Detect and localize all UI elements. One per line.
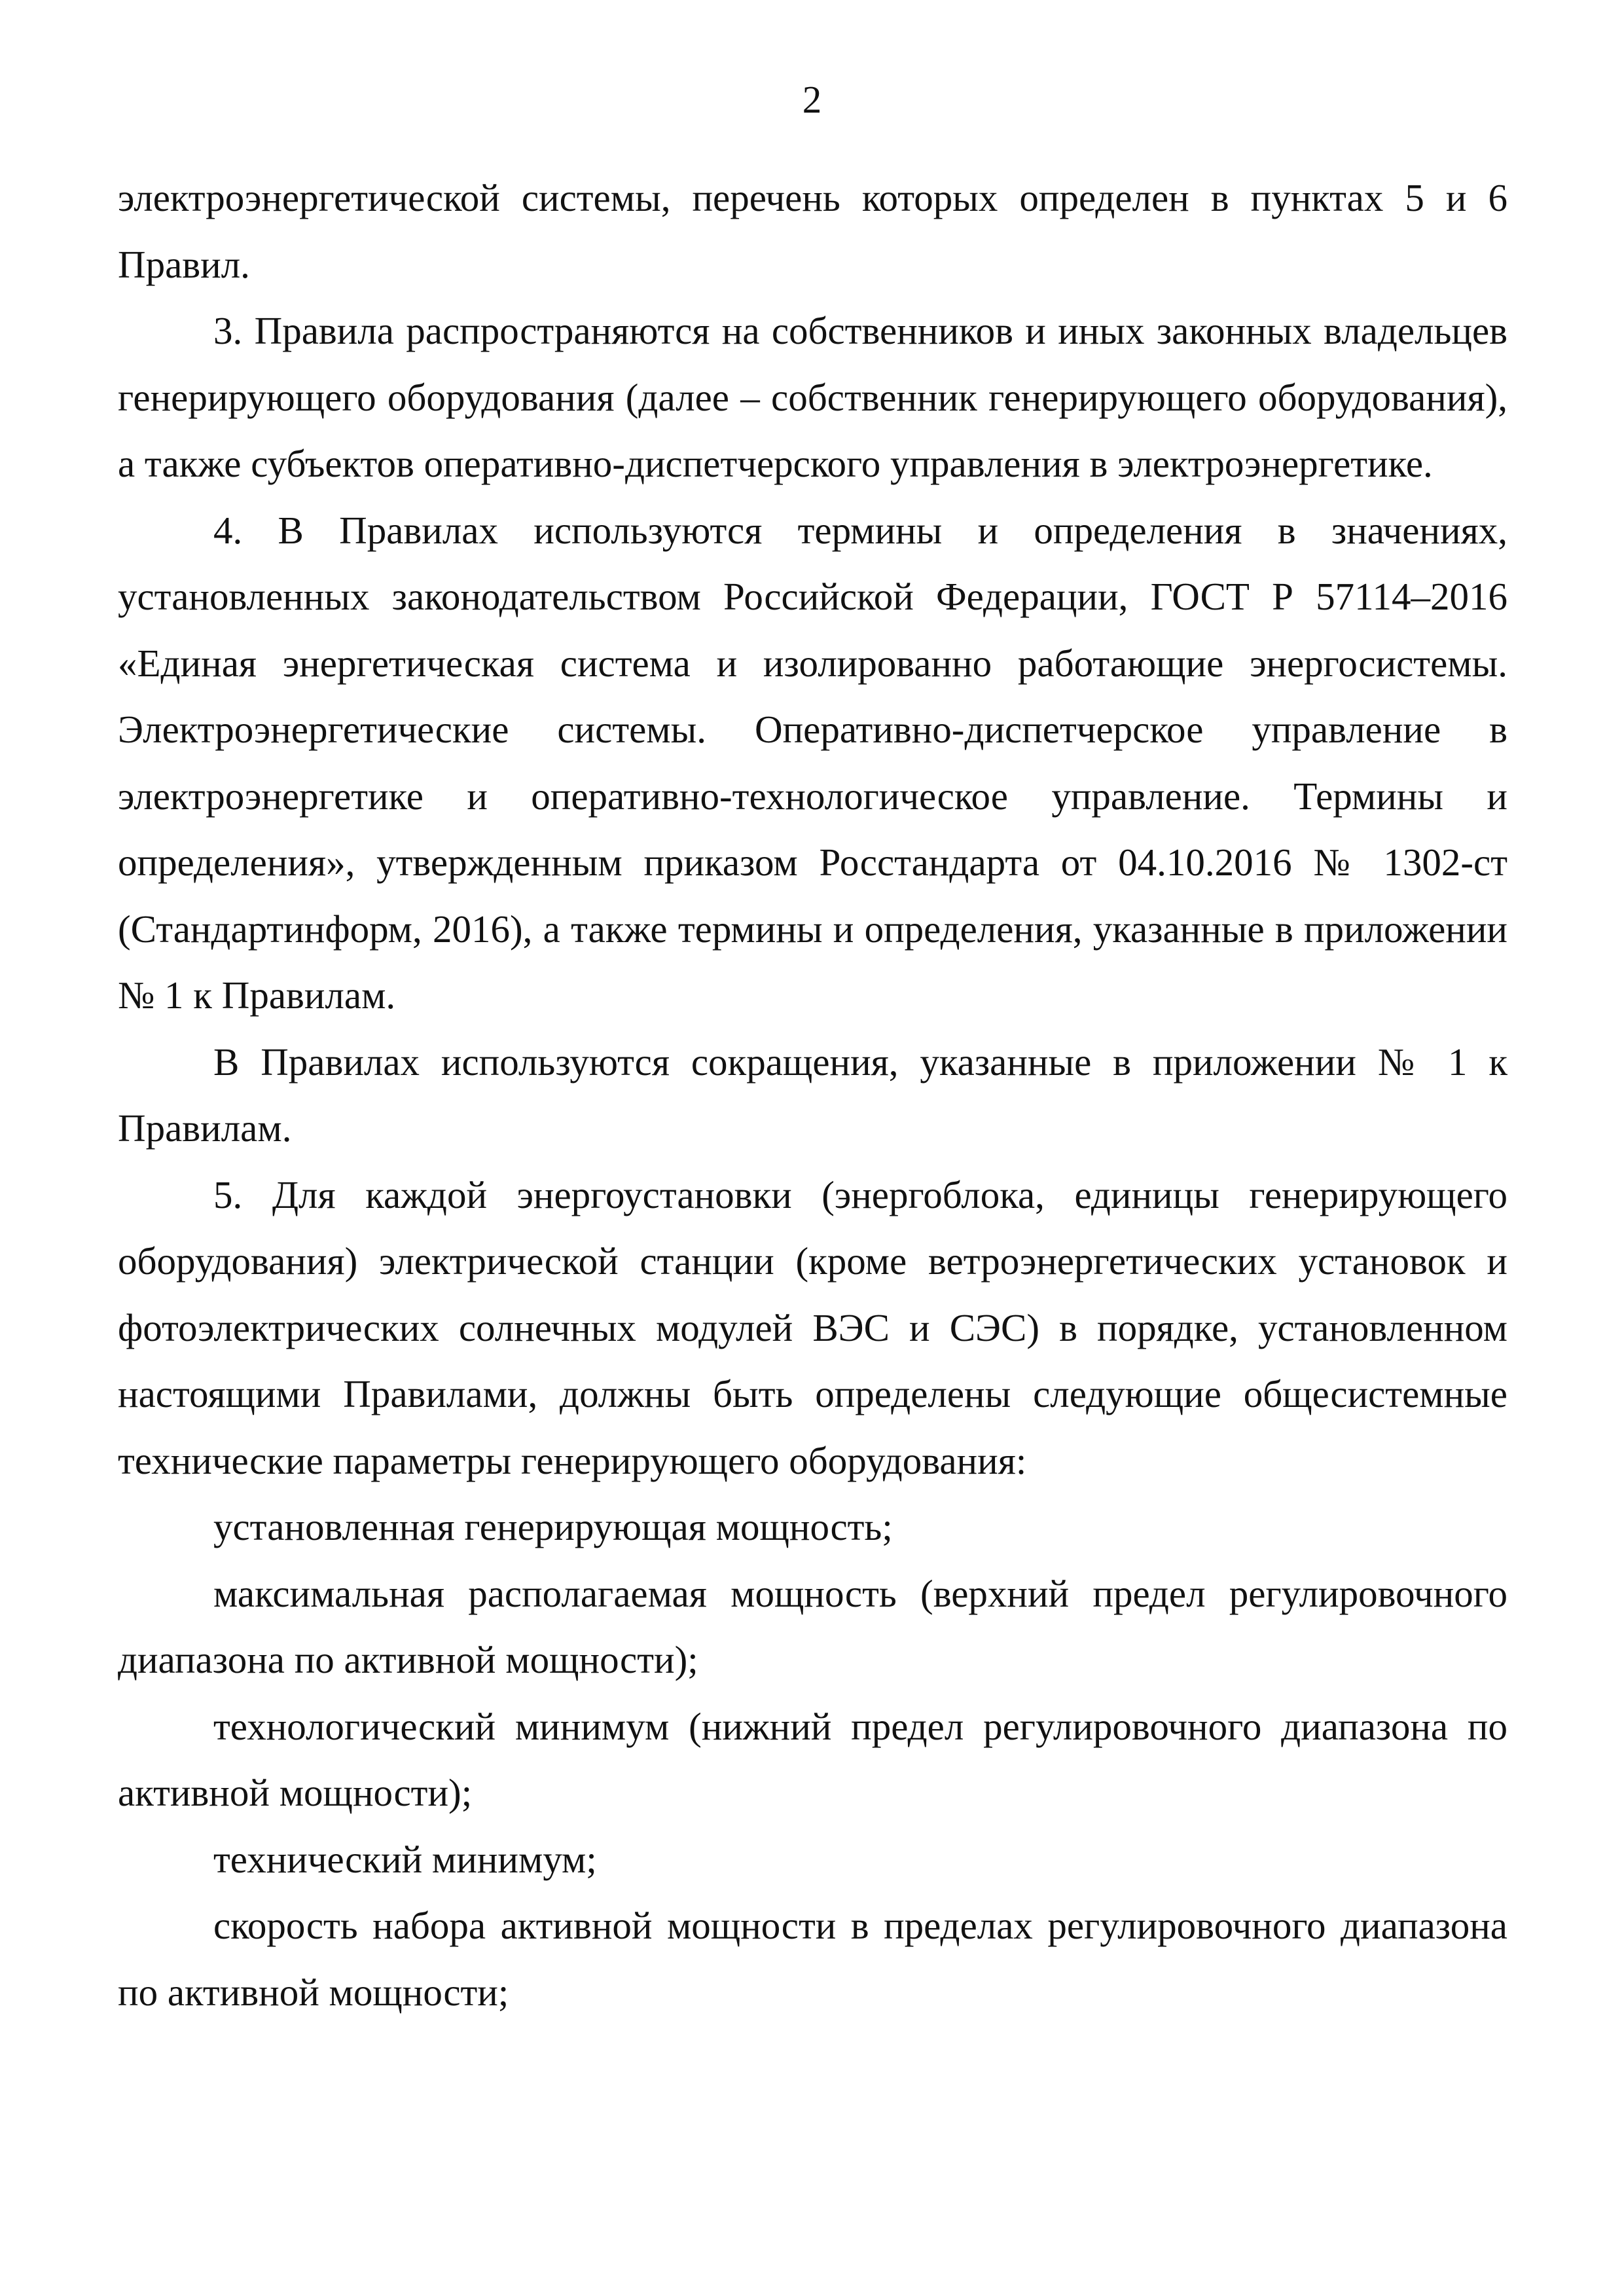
paragraph-abbreviations: В Правилах используются сокращения, указанные в приложении № 1 к Правилам. xyxy=(118,1040,1507,1150)
document-body xyxy=(118,165,1507,2026)
page-number: 2 xyxy=(802,78,822,121)
paragraph-clause-4: 4. В Правилах используются термины и определения в значениях, установленных законодательством Российской Федерации, ГОСТ Р 57114–2016 «Единая энергетическая система и изолированно работающие энергосистемы. Электроэнергетические системы. Оперативно-диспетчерское управление в электроэнергетике и оперативно-технологическое управление. Термины и определения», утвержденным приказом Росстандарта от 04.10.2016 № 1302-ст (Стандартинформ, 2016), а также термины и определения, указанные в приложении № 1 к Правилам. xyxy=(118,508,1507,1017)
list-item-max-available-capacity: максимальная располагаемая мощность (верхний предел регулировочного диапазона по активной мощности); xyxy=(118,1571,1507,1681)
paragraph-clause-3: 3. Правила распространяются на собственников и иных законных владельцев генерирующего оборудования (далее – собственник генерирующего оборудования), а также субъектов оперативно-диспетчерского управления в электроэнергетике. xyxy=(118,309,1507,485)
list-item-technical-minimum: технический минимум; xyxy=(213,1837,597,1881)
paragraph-continuation: электроэнергетической системы, перечень которых определен в пунктах 5 и 6 Правил. xyxy=(118,176,1507,286)
list-item-ramp-up-rate: скорость набора активной мощности в пределах регулировочного диапазона по активной мощности; xyxy=(118,1904,1507,2014)
list-item-installed-capacity: установленная генерирующая мощность; xyxy=(213,1505,893,1548)
list-item-technological-minimum: технологический минимум (нижний предел регулировочного диапазона по активной мощности); xyxy=(118,1704,1507,1814)
paragraph-clause-5: 5. Для каждой энергоустановки (энергоблока, единицы генерирующего оборудования) электрической станции (кроме ветроэнергетических установок и фотоэлектрических солнечных модулей ВЭС и СЭС) в порядке, установленном настоящими Правилами, должны быть определены следующие общесистемные технические параметры генерирующего оборудования: xyxy=(118,1173,1507,1482)
